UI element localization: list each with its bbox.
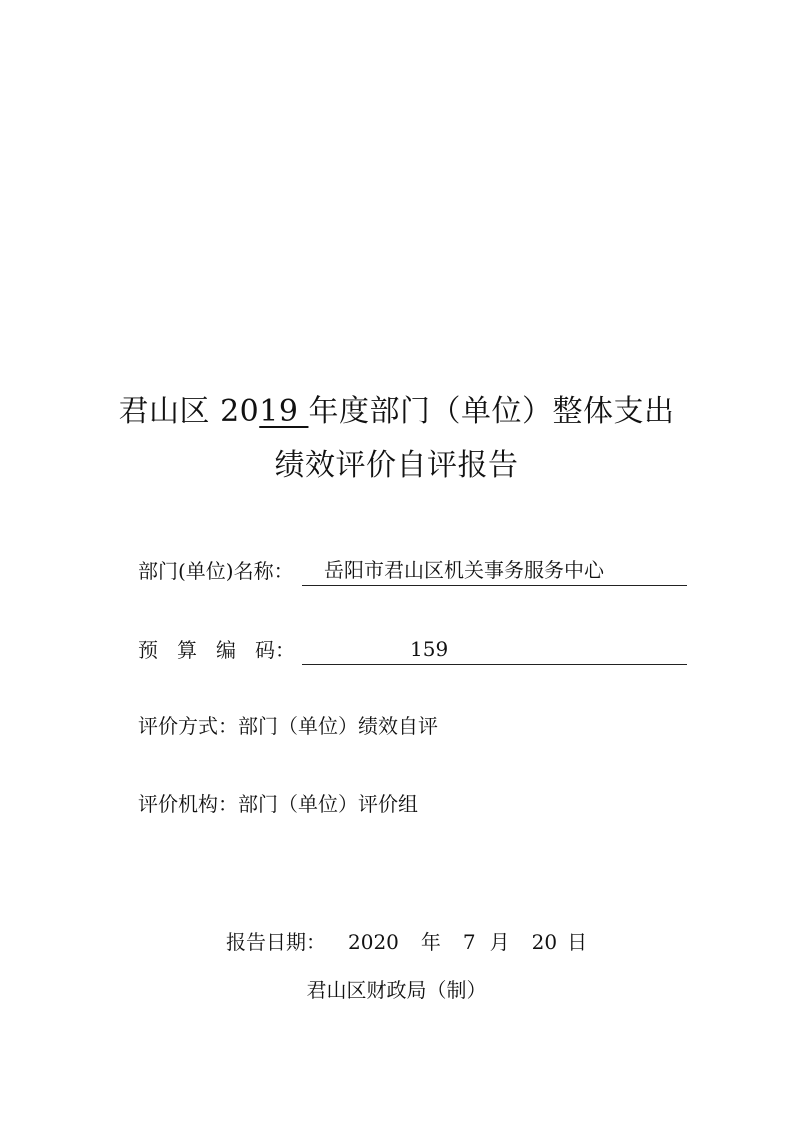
report-date-day-unit: 日 (567, 930, 588, 954)
title-suffix: 年度部门（单位）整体支出 (308, 394, 675, 429)
unit-name-row (138, 556, 604, 586)
budget-label-char-3: 编 (216, 638, 236, 662)
report-date-day: 20 (531, 930, 558, 954)
evaluation-method-value: 部门（单位）绩效自评 (238, 714, 438, 738)
evaluation-org-label: 评价机构： (138, 792, 238, 816)
budget-label-char-2: 算 (177, 638, 197, 662)
report-date-month-unit: 月 (489, 930, 510, 954)
budget-label-char-1: 预 (138, 638, 158, 662)
report-date-label: 报告日期： (226, 930, 326, 954)
title-year-fill: 19 (259, 394, 309, 429)
report-date-month: 7 (462, 930, 476, 954)
unit-name-value: 岳阳市君山区机关事务服务中心 (302, 556, 687, 586)
unit-name-label: 部门(单位)名称： (138, 559, 294, 583)
report-date-row (226, 926, 587, 955)
evaluation-method-row (138, 711, 438, 741)
evaluation-method-label: 评价方式： (138, 714, 238, 738)
report-title-line1 (0, 386, 793, 430)
report-date-year: 2020 (348, 930, 399, 954)
evaluation-org-row (138, 789, 418, 819)
title-prefix: 君山区 20 (118, 394, 260, 429)
report-title-line2: 绩效评价自评报告 (274, 448, 519, 483)
budget-code-row (138, 635, 449, 665)
evaluation-org-value: 部门（单位）评价组 (238, 792, 418, 816)
report-date-year-unit: 年 (420, 930, 441, 954)
issuing-authority: 君山区财政局（制） (306, 978, 487, 1002)
budget-code-value: 159 (302, 635, 687, 665)
budget-label-char-4: 码： (255, 638, 295, 662)
